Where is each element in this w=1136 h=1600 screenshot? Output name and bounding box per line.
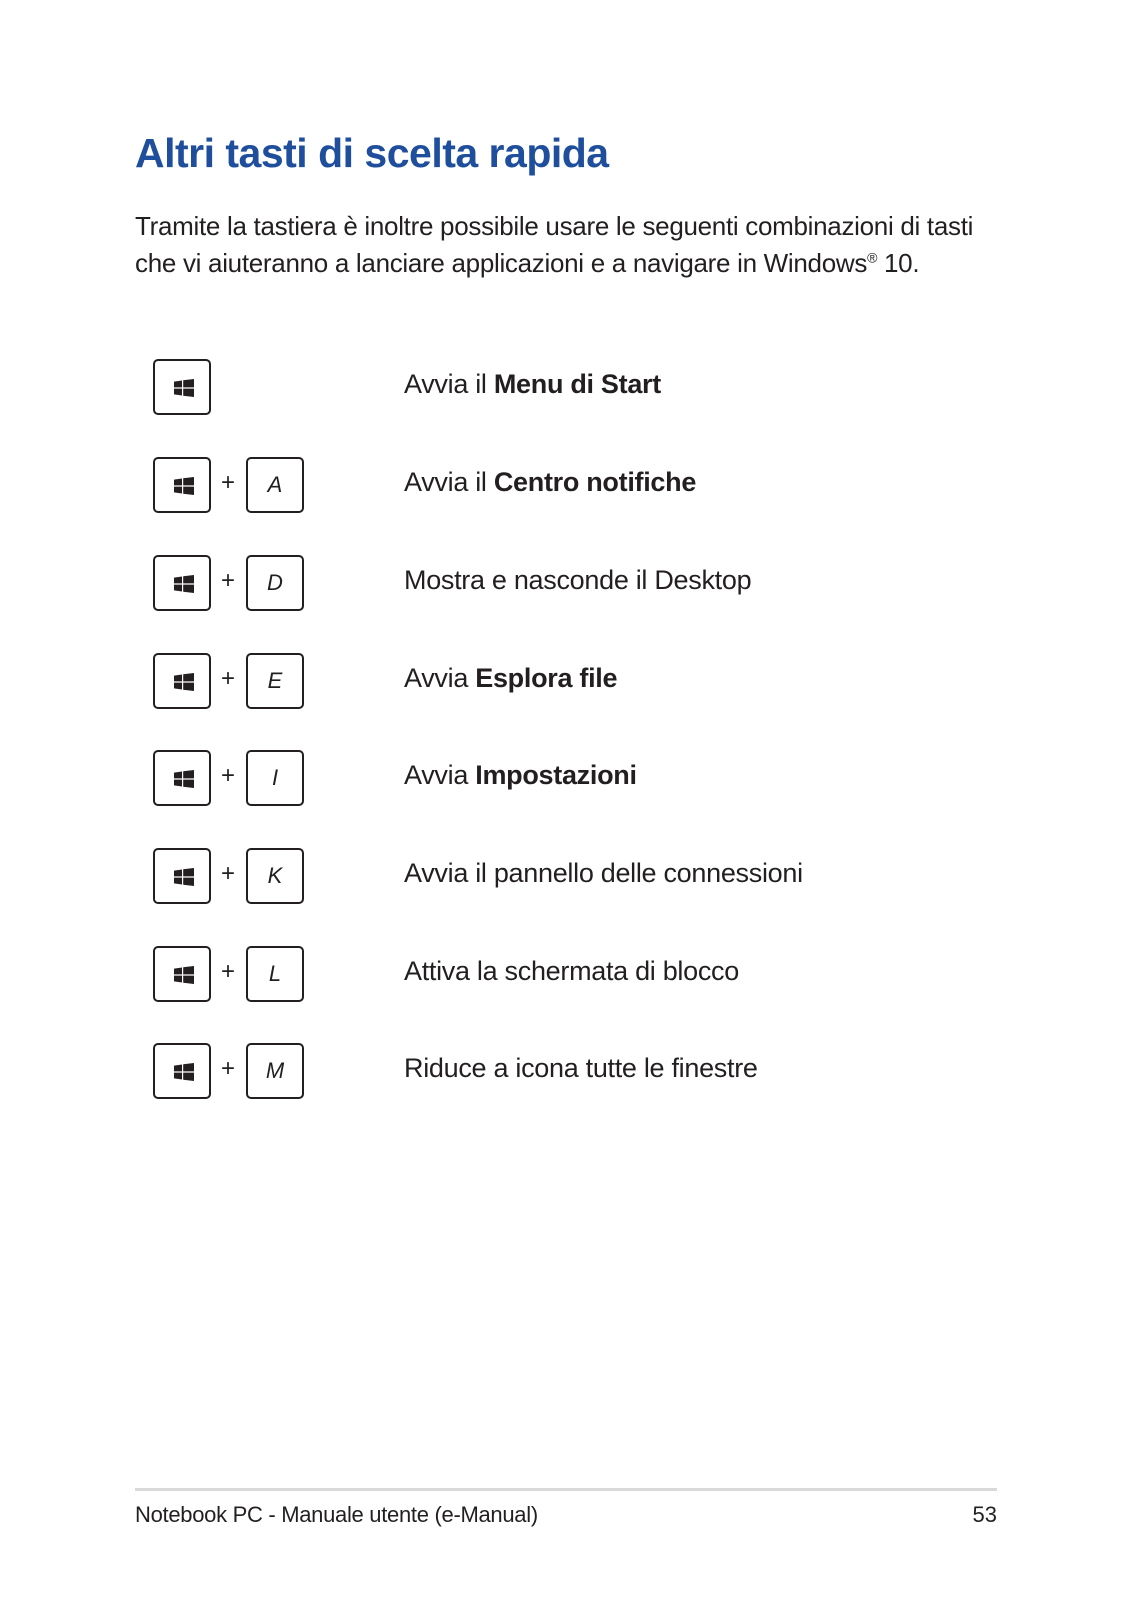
shortcut-row	[0, 457, 1136, 519]
shortcut-description	[404, 467, 696, 498]
description-text: Avvia	[404, 760, 476, 790]
letter-key-label: K	[267, 863, 283, 888]
intro-text: Tramite la tastiera è inoltre possibile usare le seguenti combinazioni di tasti che vi aiuteranno a lanciare applicazioni e a navigare in Windows	[135, 211, 974, 278]
description-text: Mostra e nasconde il Desktop	[404, 565, 752, 595]
shortcut-row	[0, 653, 1136, 715]
plus-sign: +	[221, 860, 236, 887]
shortcut-description	[404, 858, 803, 889]
windows-key	[153, 555, 211, 611]
windows-logo-icon	[174, 770, 194, 788]
description-bold-text: Impostazioni	[475, 760, 637, 790]
footer-title: Notebook PC - Manuale utente (e-Manual)	[135, 1502, 538, 1527]
plus-sign: +	[221, 958, 236, 985]
windows-logo-icon	[174, 379, 194, 397]
shortcut-row	[0, 848, 1136, 910]
windows-key	[153, 359, 211, 415]
shortcut-row	[0, 750, 1136, 812]
description-text: Avvia il	[404, 369, 494, 399]
windows-logo-icon	[174, 1063, 194, 1081]
letter-key-label: M	[265, 1058, 285, 1083]
windows-logo-icon	[174, 673, 194, 691]
windows-key	[153, 653, 211, 709]
shortcut-row	[0, 359, 1136, 421]
letter-key	[246, 653, 304, 709]
windows-logo-icon	[174, 477, 194, 495]
windows-key	[153, 946, 211, 1002]
page-number: 53	[972, 1502, 997, 1527]
description-text: Attiva la schermata di blocco	[404, 956, 739, 986]
shortcut-description	[404, 760, 637, 791]
shortcut-row	[0, 555, 1136, 617]
windows-key	[153, 750, 211, 806]
windows-key	[153, 1043, 211, 1099]
shortcut-description	[404, 1053, 758, 1084]
page-title: Altri tasti di scelta rapida	[135, 130, 609, 176]
windows-key	[153, 848, 211, 904]
description-text: Avvia il pannello delle connessioni	[404, 858, 803, 888]
description-text: Avvia	[404, 663, 476, 693]
windows-logo-icon	[174, 575, 194, 593]
description-text: Riduce a icona tutte le finestre	[404, 1053, 758, 1083]
shortcut-row	[0, 1043, 1136, 1105]
footer-divider	[135, 1488, 997, 1491]
shortcut-description	[404, 565, 751, 596]
letter-key-label: L	[268, 961, 282, 986]
letter-key	[246, 848, 304, 904]
plus-sign: +	[221, 1055, 236, 1082]
letter-key	[246, 750, 304, 806]
shortcut-row	[0, 946, 1136, 1008]
intro-paragraph	[135, 208, 1015, 282]
letter-key	[246, 457, 304, 513]
plus-sign: +	[221, 469, 236, 496]
shortcut-description	[404, 663, 617, 694]
letter-key	[246, 555, 304, 611]
description-bold-text: Menu di Start	[493, 369, 661, 399]
plus-sign: +	[221, 567, 236, 594]
letter-key	[246, 946, 304, 1002]
windows-key	[153, 457, 211, 513]
plus-sign: +	[221, 665, 236, 692]
letter-key	[246, 1043, 304, 1099]
letter-key-label: D	[267, 570, 283, 595]
description-bold-text: Esplora file	[475, 663, 618, 693]
plus-sign: +	[221, 762, 236, 789]
description-text: Avvia il	[404, 467, 494, 497]
letter-key-label: E	[267, 668, 283, 693]
letter-key-label: I	[271, 765, 279, 790]
shortcut-description	[404, 369, 661, 400]
trademark-symbol: ®	[867, 249, 878, 266]
windows-logo-icon	[174, 868, 194, 886]
intro-suffix: 10.	[877, 248, 920, 278]
shortcut-description	[404, 956, 739, 987]
letter-key-label: A	[267, 472, 283, 497]
windows-logo-icon	[174, 966, 194, 984]
description-bold-text: Centro notifiche	[493, 467, 697, 497]
